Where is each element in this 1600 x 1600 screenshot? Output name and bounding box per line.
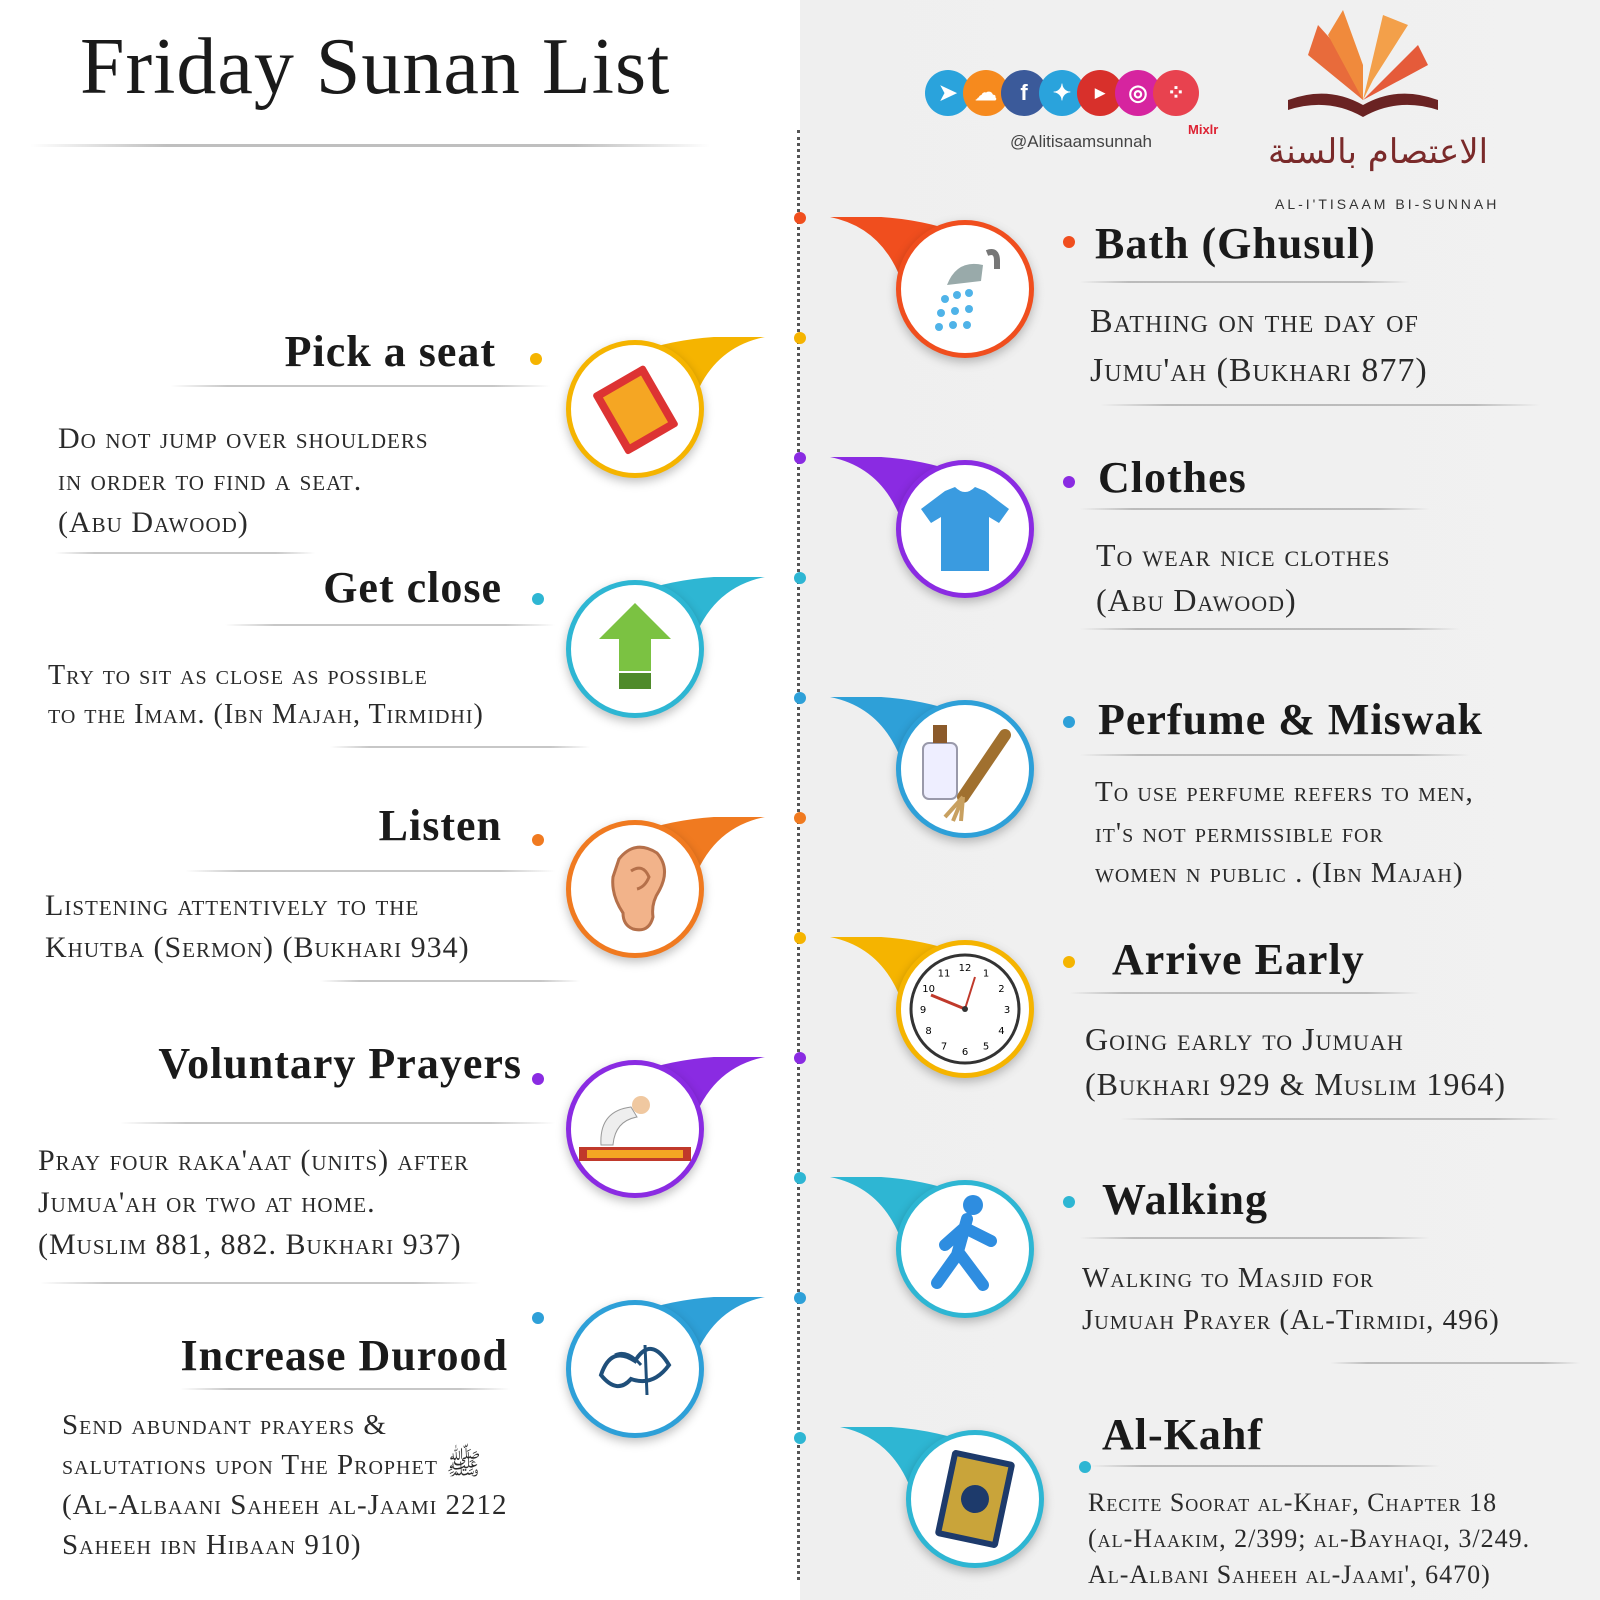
- pick-seat-badge: [566, 340, 704, 478]
- shirt-icon: [901, 465, 1029, 593]
- mixlr-icon[interactable]: ⁘: [1153, 70, 1199, 116]
- bullet-dot: [1063, 476, 1075, 488]
- bullet-dot: [1063, 956, 1075, 968]
- timeline-dot: [794, 1432, 806, 1444]
- timeline-divider: [797, 130, 800, 1580]
- divider: [1080, 508, 1430, 510]
- timeline-dot: [794, 1172, 806, 1184]
- listen-heading: Listen: [378, 801, 502, 850]
- praying-man-icon: [571, 1065, 699, 1193]
- page-title: Friday Sunan List: [80, 23, 671, 111]
- al-kahf-badge: [906, 1430, 1044, 1568]
- logo-arabic-text: الاعتصام بالسنة: [1268, 132, 1489, 172]
- timeline-dot: [794, 932, 806, 944]
- bullet-dot: [1079, 1461, 1091, 1473]
- perfume-miswak-description: To use perfume refers to men, it's not permissible for women n public . (Ibn Majah): [1095, 776, 1474, 890]
- instagram-icon[interactable]: ◎: [1115, 70, 1161, 116]
- clock-numeral: 8: [925, 1026, 932, 1037]
- voluntary-prayers-badge: [566, 1060, 704, 1198]
- clock-icon: [901, 945, 1029, 1073]
- bullet-dot: [1063, 716, 1075, 728]
- facebook-icon[interactable]: f: [1001, 70, 1047, 116]
- shower-icon: [901, 225, 1029, 353]
- twitter-icon[interactable]: ✦: [1039, 70, 1085, 116]
- prayer-mat-icon: [571, 345, 699, 473]
- calligraphy-icon: [571, 1305, 699, 1433]
- bath-description: Bathing on the day of Jumu'ah (Bukhari 877): [1090, 303, 1428, 390]
- timeline-dot: [794, 452, 806, 464]
- timeline-dot: [794, 212, 806, 224]
- pick-seat-description: Do not jump over shoulders in order to find a seat. (Abu Dawood): [58, 422, 429, 539]
- divider: [185, 870, 555, 872]
- bullet-dot: [532, 834, 544, 846]
- listen-badge: [566, 820, 704, 958]
- clothes-heading: Clothes: [1098, 453, 1247, 502]
- walking-heading: Walking: [1102, 1175, 1268, 1224]
- walking-person-icon: [901, 1185, 1029, 1313]
- bullet-dot: [530, 353, 542, 365]
- arrive-early-description: Going early to Jumuah (Bukhari 929 & Muslim 1964): [1085, 1021, 1506, 1103]
- walking-description: Walking to Masjid for Jumuah Prayer (Al-Tirmidi, 496): [1082, 1262, 1500, 1337]
- divider: [1080, 281, 1410, 283]
- voluntary-prayers-heading: Voluntary Prayers: [158, 1039, 522, 1088]
- divider: [170, 385, 550, 387]
- increase-durood-badge: [566, 1300, 704, 1438]
- divider: [1120, 1118, 1560, 1120]
- social-handle[interactable]: @Alitisaamsunnah: [1010, 132, 1152, 151]
- divider: [1330, 1362, 1580, 1364]
- bullet-dot: [532, 1073, 544, 1085]
- divider: [1080, 1237, 1430, 1239]
- clock-numeral: 6: [961, 1047, 969, 1058]
- increase-durood-heading: Increase Durood: [180, 1331, 508, 1380]
- timeline-dot: [794, 692, 806, 704]
- divider: [1080, 754, 1470, 756]
- soundcloud-icon[interactable]: ☁: [963, 70, 1009, 116]
- clothes-description: To wear nice clothes (Abu Dawood): [1096, 537, 1391, 619]
- logo-latin-text: AL-I'TISAAM BI-SUNNAH: [1275, 196, 1500, 212]
- bath-badge: [896, 220, 1034, 358]
- al-kahf-heading: Al-Kahf: [1102, 1410, 1263, 1459]
- perfume-miswak-heading: Perfume & Miswak: [1098, 695, 1484, 744]
- divider: [320, 980, 580, 982]
- clock-numeral: 2: [998, 984, 1005, 995]
- get-close-description: Try to sit as close as possible to the Imam. (Ibn Majah, Tirmidhi): [48, 660, 484, 731]
- listen-description: Listening attentively to the Khutba (Sermon) (Bukhari 934): [45, 889, 470, 964]
- social-icons-row: [925, 70, 1199, 116]
- clock-numeral: 1: [982, 968, 990, 980]
- bullet-dot: [532, 1312, 544, 1324]
- al-kahf-description: Recite Soorat al-Khaf, Chapter 18 (al-Haakim, 2/399; al-Bayhaqi, 3/249. Al-Albani Saheeh al-Jaami', 6470): [1088, 1488, 1531, 1589]
- bullet-dot: [1063, 236, 1075, 248]
- divider: [180, 1388, 510, 1390]
- arrive-early-badge: [896, 940, 1034, 1078]
- mixlr-label: Mixlr: [1188, 122, 1219, 137]
- clock-numeral: 7: [940, 1041, 948, 1053]
- divider: [1100, 404, 1540, 406]
- clock-numeral: 3: [1003, 1005, 1011, 1016]
- perfume-miswak-badge: [896, 700, 1034, 838]
- increase-durood-description: Send abundant prayers & salutations upon The Prophet ﷺ (Al-Albaani Saheeh al-Jaami 2212 Saheeh ibn Hibaan 910): [62, 1409, 508, 1562]
- telegram-icon[interactable]: ➤: [925, 70, 971, 116]
- clock-numeral: 9: [919, 1005, 927, 1016]
- timeline-dot: [794, 332, 806, 344]
- timeline-dot: [794, 812, 806, 824]
- timeline-dot: [794, 572, 806, 584]
- divider: [1080, 628, 1460, 630]
- divider: [1070, 992, 1420, 994]
- clock-numeral: 4: [998, 1026, 1005, 1037]
- bullet-dot: [532, 593, 544, 605]
- clock-numeral: 12: [958, 963, 972, 974]
- get-close-heading: Get close: [323, 563, 502, 612]
- bath-heading: Bath (Ghusul): [1095, 219, 1376, 268]
- bullet-dot: [1063, 1196, 1075, 1208]
- ear-icon: [571, 825, 699, 953]
- walking-badge: [896, 1180, 1034, 1318]
- title-divider: [30, 144, 710, 147]
- arrive-early-heading: Arrive Early: [1112, 935, 1365, 984]
- pick-seat-heading: Pick a seat: [284, 327, 496, 376]
- divider: [120, 1122, 555, 1124]
- quran-book-icon: [911, 1435, 1039, 1563]
- perfume-miswak-icon: [901, 705, 1029, 833]
- divider: [1090, 1465, 1440, 1467]
- timeline-dot: [794, 1052, 806, 1064]
- clock-numeral: 11: [937, 968, 951, 980]
- book-logo-icon: [1288, 5, 1438, 125]
- arrow-up-icon: [571, 585, 699, 713]
- get-close-badge: [566, 580, 704, 718]
- youtube-icon[interactable]: ▶: [1077, 70, 1123, 116]
- clock-numeral: 5: [982, 1041, 990, 1053]
- divider: [330, 746, 590, 748]
- timeline-dot: [794, 1292, 806, 1304]
- divider: [55, 552, 315, 554]
- clock-numeral: 10: [922, 984, 935, 995]
- divider: [225, 624, 555, 626]
- clothes-badge: [896, 460, 1034, 598]
- divider: [40, 1282, 480, 1284]
- voluntary-prayers-description: Pray four raka'aat (units) after Jumua'ah or two at home. (Muslim 881, 882. Bukhari 937): [38, 1144, 470, 1261]
